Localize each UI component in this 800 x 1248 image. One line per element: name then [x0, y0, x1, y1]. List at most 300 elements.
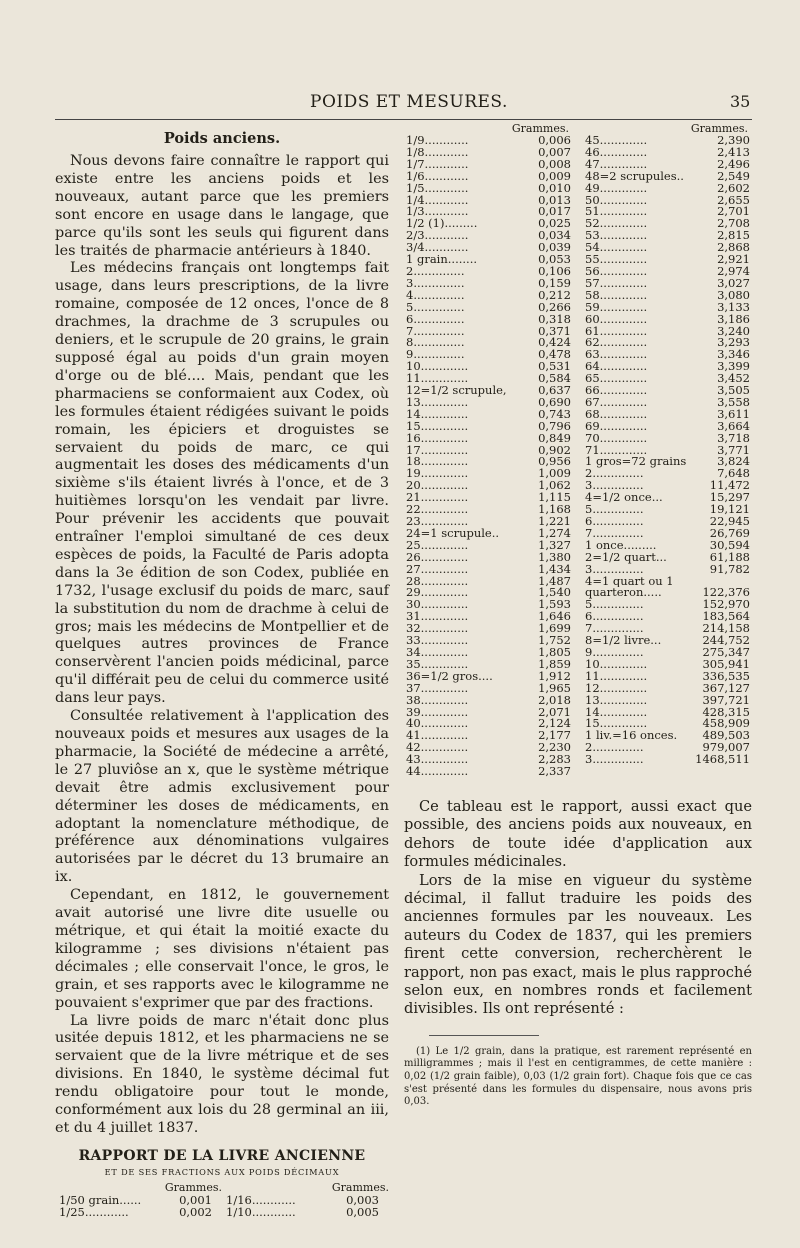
- row-label: 64.............: [585, 361, 648, 374]
- rapport-subtitle: ET DE SES FRACTIONS AUX POIDS DÉCIMAUX: [104, 1166, 340, 1177]
- table-row: [583, 540, 752, 552]
- row-label: 5..............: [585, 504, 644, 516]
- row-label: 28.............: [406, 575, 469, 588]
- row-value: 0,106: [538, 265, 571, 278]
- paragraph: Consultée relativement à l'application des nouveaux poids et mesures aux usages de la pharmacie, la Société de médecine a arrêté, le 27 pluviôse an x, que le système métrique devait être admis exclusivement pour déterminer les doses de médicaments, en adoptant la nomenclature méthodique, de préférence aux dénominations vulgaires autorisées par le décret du 13 brumaire an ix.: [55, 708, 389, 886]
- table-row: [583, 326, 752, 338]
- row-label: 66.............: [585, 385, 648, 397]
- row-label: 40.............: [406, 718, 469, 731]
- row-label: 54.............: [585, 242, 648, 255]
- table-row: [404, 623, 573, 635]
- table-row: [404, 492, 573, 504]
- table-row: [404, 409, 573, 421]
- row-label: 44.............: [406, 766, 469, 778]
- row-value: 397,721: [702, 694, 750, 707]
- table-row: [404, 445, 573, 457]
- rapport-table-left: [55, 1181, 222, 1219]
- row-value: 1,699: [538, 623, 571, 636]
- table-row: [222, 1206, 389, 1219]
- table-row: [583, 242, 752, 254]
- table-row: [404, 742, 573, 754]
- table-row: [583, 183, 752, 195]
- row-label: 6..............: [406, 313, 465, 326]
- row-value: 214,158: [702, 623, 750, 636]
- table-row: [583, 206, 752, 218]
- row-value: 1,859: [538, 658, 571, 671]
- row-label: 15.............: [406, 420, 469, 433]
- row-label: 1 gros=72 grains: [585, 456, 687, 469]
- row-label: 2..............: [406, 265, 465, 278]
- row-label: 26.............: [406, 551, 469, 564]
- row-value: 458,909: [702, 718, 750, 731]
- row-label: 2..............: [585, 468, 644, 481]
- row-label: 24=1 scrupule..: [406, 527, 500, 540]
- row-label: 1 grain........: [406, 254, 478, 266]
- row-label: 34.............: [406, 646, 469, 659]
- table-row: [583, 456, 752, 468]
- row-value: 61,188: [709, 551, 750, 564]
- row-value: 0,010: [538, 182, 571, 195]
- table-row: [404, 635, 573, 647]
- table-row: [583, 659, 752, 671]
- table-row: [404, 349, 573, 361]
- row-label: 18.............: [406, 456, 469, 469]
- row-label: 38.............: [406, 694, 469, 707]
- table-row: [404, 480, 573, 492]
- table-row: [404, 766, 573, 778]
- row-value: 2,496: [717, 158, 750, 171]
- row-value: 979,007: [702, 742, 750, 755]
- row-label: 41.............: [406, 730, 469, 743]
- row-value: 1,593: [538, 599, 571, 612]
- table-row: [404, 385, 573, 397]
- table-row: [583, 695, 752, 707]
- row-value: 2,177: [538, 730, 571, 743]
- row-label: 4=1 quart ou 1: [585, 575, 674, 588]
- row-label: 3/4............: [406, 242, 469, 255]
- row-value: 0,003: [346, 1192, 379, 1207]
- row-label: 32.............: [406, 623, 469, 636]
- grams-table: [404, 122, 752, 778]
- table-row: [583, 564, 752, 576]
- row-label: 7..............: [585, 527, 644, 540]
- row-label: 17.............: [406, 444, 469, 457]
- row-value: 3,186: [717, 313, 750, 326]
- row-label: 33.............: [406, 635, 469, 647]
- table-row: [583, 409, 752, 421]
- row-value: 0,002: [179, 1205, 212, 1220]
- table-row: [583, 707, 752, 719]
- table-row: [583, 314, 752, 326]
- row-value: 11,472: [709, 480, 750, 493]
- row-value: 30,594: [709, 539, 750, 552]
- row-value: 0,039: [538, 242, 571, 255]
- table-row: [404, 730, 573, 742]
- row-value: 0,690: [538, 396, 571, 409]
- rapport-table-right: [222, 1181, 389, 1219]
- row-label: 15.............: [585, 718, 648, 731]
- table-row: [583, 504, 752, 516]
- row-label: 10.............: [406, 361, 469, 374]
- row-label: 5..............: [406, 301, 465, 314]
- table-row: [404, 564, 573, 576]
- row-value: 122,376: [702, 587, 750, 600]
- table-row: [583, 492, 752, 504]
- row-value: 2,283: [538, 754, 571, 767]
- row-value: 3,558: [717, 396, 750, 409]
- section-title: Poids anciens.: [163, 130, 281, 147]
- grams-table-left: [404, 122, 583, 778]
- table-row: [404, 183, 573, 195]
- row-label: 58.............: [585, 289, 648, 302]
- table-row: [583, 302, 752, 314]
- table-row: [583, 349, 752, 361]
- row-value: 3,505: [717, 385, 750, 397]
- row-value: 3,027: [717, 277, 750, 290]
- row-label: 52.............: [585, 218, 648, 231]
- running-title: POIDS ET MESURES.: [310, 92, 508, 112]
- row-value: 305,941: [702, 658, 750, 671]
- row-value: 0,956: [538, 456, 571, 469]
- row-value: 0,017: [538, 206, 571, 219]
- row-label: 1/2 (1).........: [406, 218, 478, 231]
- table-row: [583, 647, 752, 659]
- row-value: 367,127: [702, 682, 750, 695]
- row-label: 4..............: [406, 289, 465, 302]
- table-row: [404, 266, 573, 278]
- row-label: 27.............: [406, 563, 469, 576]
- table-row: [583, 433, 752, 445]
- row-label: 67.............: [585, 396, 648, 409]
- table-row: [404, 242, 573, 254]
- row-value: 152,970: [702, 599, 750, 612]
- row-value: 3,399: [717, 361, 750, 374]
- table-row: [583, 361, 752, 373]
- table-row: [404, 421, 573, 433]
- unit-header: Grammes.: [164, 1180, 222, 1194]
- row-value: 2,337: [538, 766, 571, 778]
- table-row: [583, 528, 752, 540]
- table-row: [583, 730, 752, 742]
- paragraph: Nous devons faire connaître le rapport qui existe entre les anciens poids et les nouveaux, autant parce que les premiers sont encore en usage dans le langage, que parce qu'ils sont les seuls qui figurent dans les traités de pharmacie antérieurs à 1840.: [55, 153, 389, 259]
- row-label: 9..............: [585, 646, 644, 659]
- row-value: 2,230: [538, 742, 571, 755]
- row-value: 1,965: [538, 682, 571, 695]
- row-value: 275,347: [702, 646, 750, 659]
- paragraph: Cependant, en 1812, le gouvernement avait autorisé une livre dite usuelle ou métrique, et qui était la moitié exacte du kilogramme ; ses divisions n'étaient pas décimales ; elle conservait l'once, le gros, le grain, et ses rapports avec le kilogramme ne pouvaient s'exprimer que par des fractions.: [55, 887, 389, 1011]
- row-value: 0,478: [538, 349, 571, 362]
- row-label: 1/3............: [406, 206, 469, 219]
- left-column: [55, 126, 389, 1219]
- row-label: 57.............: [585, 277, 648, 290]
- row-label: 31.............: [406, 611, 469, 624]
- row-value: 2,413: [717, 146, 750, 159]
- row-value: 2,974: [717, 265, 750, 278]
- row-label: 7..............: [585, 623, 644, 636]
- table-row: [404, 456, 573, 468]
- row-label: 13.............: [406, 396, 469, 409]
- row-value: 183,564: [702, 611, 750, 624]
- table-row: [583, 468, 752, 480]
- right-column: [404, 122, 752, 1119]
- table-row: [583, 385, 752, 397]
- table-row: [583, 254, 752, 266]
- row-label: 12.............: [585, 682, 648, 695]
- row-label: 63.............: [585, 349, 648, 362]
- row-value: 2,018: [538, 694, 571, 707]
- footnote-rule: [429, 1035, 539, 1036]
- row-value: 0,743: [538, 408, 571, 421]
- table-row: [404, 290, 573, 302]
- table-row: [404, 659, 573, 671]
- table-row: [583, 742, 752, 754]
- row-label: 30.............: [406, 599, 469, 612]
- row-label: 1/9............: [406, 135, 469, 147]
- row-value: 1468,511: [695, 754, 750, 767]
- row-value: 3,346: [717, 349, 750, 362]
- row-value: 0,053: [538, 254, 571, 266]
- row-value: 3,824: [717, 456, 750, 469]
- row-value: 0,212: [538, 289, 571, 302]
- row-label: 11.............: [406, 373, 469, 386]
- table-row: [583, 445, 752, 457]
- row-value: 0,902: [538, 444, 571, 457]
- row-label: 10.............: [585, 658, 648, 671]
- table-row: [404, 504, 573, 516]
- row-label: 8=1/2 livre...: [585, 635, 662, 647]
- row-value: 1,062: [538, 480, 571, 493]
- table-row: [583, 754, 752, 766]
- row-label: 68.............: [585, 408, 648, 421]
- row-label: 29.............: [406, 587, 469, 600]
- table-row: [404, 397, 573, 409]
- row-value: 1,221: [538, 516, 571, 528]
- row-value: 2,549: [717, 170, 750, 183]
- table-row: [583, 718, 752, 730]
- row-label: 3..............: [406, 277, 465, 290]
- row-label: 8..............: [406, 337, 465, 350]
- row-value: 0,008: [538, 158, 571, 171]
- row-label: quarteron.....: [585, 587, 662, 600]
- row-label: 45.............: [585, 135, 648, 147]
- row-label: 69.............: [585, 420, 648, 433]
- table-row: [404, 754, 573, 766]
- table-row: [404, 147, 573, 159]
- row-label: 1/16............: [226, 1192, 296, 1207]
- row-label: 13.............: [585, 694, 648, 707]
- row-label: 37.............: [406, 682, 469, 695]
- table-row: [404, 135, 573, 147]
- table-row: [404, 361, 573, 373]
- row-value: 2,815: [717, 230, 750, 243]
- row-label: 14.............: [585, 706, 648, 719]
- table-row: [404, 171, 573, 183]
- table-row: [404, 587, 573, 599]
- row-value: 3,080: [717, 289, 750, 302]
- row-label: 20.............: [406, 480, 469, 493]
- row-label: 1/6............: [406, 170, 469, 183]
- table-row: [404, 671, 573, 683]
- row-label: 2/3............: [406, 230, 469, 243]
- row-value: 0,007: [538, 146, 571, 159]
- row-value: 2,602: [717, 182, 750, 195]
- row-value: 0,034: [538, 230, 571, 243]
- row-value: 0,424: [538, 337, 571, 350]
- table-row: [404, 516, 573, 528]
- row-value: 1,327: [538, 539, 571, 552]
- row-label: 6..............: [585, 611, 644, 624]
- row-value: 2,390: [717, 135, 750, 147]
- row-value: 0,849: [538, 432, 571, 445]
- table-row: [583, 337, 752, 349]
- paragraph: La livre poids de marc n'était donc plus usitée depuis 1812, et les pharmaciens ne se servaient que de la livre métrique et de ses divisions. En 1840, le système décimal fut rendu obligatoire pour tout le monde, conformément aux lois du 28 germinal an iii, et du 4 juillet 1837.: [55, 1012, 389, 1136]
- row-label: 3..............: [585, 754, 644, 767]
- unit-header: Grammes.: [690, 122, 748, 135]
- row-label: 36=1/2 gros....: [406, 670, 493, 683]
- row-value: 0,013: [538, 194, 571, 207]
- table-row: [583, 421, 752, 433]
- page-header: [0, 92, 800, 116]
- table-row: [404, 314, 573, 326]
- row-label: 12=1/2 scrupule,: [406, 385, 507, 397]
- row-value: 3,718: [717, 432, 750, 445]
- row-label: 3..............: [585, 563, 644, 576]
- row-value: 3,133: [717, 301, 750, 314]
- table-row: [404, 218, 573, 230]
- row-value: 0,371: [538, 325, 571, 338]
- table-row: [583, 171, 752, 183]
- row-value: 1,115: [538, 492, 571, 505]
- table-row: [583, 195, 752, 207]
- row-value: 0,796: [538, 420, 571, 433]
- row-value: 2,921: [717, 254, 750, 266]
- row-value: 0,584: [538, 373, 571, 386]
- table-row: [583, 373, 752, 385]
- row-value: 0,006: [538, 135, 571, 147]
- row-label: 3..............: [585, 480, 644, 493]
- row-label: 62.............: [585, 337, 648, 350]
- table-row: [583, 635, 752, 647]
- unit-header: Grammes.: [511, 122, 569, 135]
- row-label: 1/4............: [406, 194, 469, 207]
- table-row: [404, 576, 573, 588]
- table-row: [583, 278, 752, 290]
- row-label: 65.............: [585, 373, 648, 386]
- table-row: [583, 290, 752, 302]
- table-row: [583, 480, 752, 492]
- row-label: 22.............: [406, 504, 469, 516]
- footnote: (1) Le 1/2 grain, dans la pratique, est rarement représenté en milligrammes ; mais il l'est en centigrammes, de cette manière : 0,02 (1/2 grain faible), 0,03 (1/2 grain fort). Chaque fois que ce cas s'est présenté dans les formules du dispensaire, nous avons pris 0,03.: [404, 1045, 752, 1108]
- row-label: 42.............: [406, 742, 469, 755]
- row-label: 35.............: [406, 658, 469, 671]
- table-row: [583, 623, 752, 635]
- right-text: [404, 798, 752, 1109]
- row-value: 336,535: [702, 670, 750, 683]
- table-row: [404, 528, 573, 540]
- row-value: 0,159: [538, 277, 571, 290]
- row-value: 1,434: [538, 563, 571, 576]
- table-row: [404, 599, 573, 611]
- row-label: 49.............: [585, 182, 648, 195]
- row-value: 428,315: [702, 706, 750, 719]
- table-row: [404, 195, 573, 207]
- table-row: [404, 230, 573, 242]
- row-value: 3,240: [717, 325, 750, 338]
- table-row: [404, 540, 573, 552]
- row-label: 11.............: [585, 670, 648, 683]
- row-value: 26,769: [709, 527, 750, 540]
- row-label: 5..............: [585, 599, 644, 612]
- row-label: 1 once.........: [585, 539, 657, 552]
- row-value: 1,274: [538, 527, 571, 540]
- row-label: 43.............: [406, 754, 469, 767]
- row-value: 0,318: [538, 313, 571, 326]
- row-label: 2=1/2 quart...: [585, 551, 667, 564]
- row-label: 47.............: [585, 158, 648, 171]
- row-value: 0,637: [538, 385, 571, 397]
- table-row: [583, 611, 752, 623]
- paragraph: Les médecins français ont longtemps fait usage, dans leurs prescriptions, de la livre romaine, composée de 12 onces, l'once de 8 drachmes, la drachme de 3 scrupules ou deniers, et le scrupule de 20 grains, le grain supposé égal au poids d'un grain moyen d'orge ou de blé.... Mais, pendant que les pharmaciens se conformaient aux Codex, où les formules étaient rédigées suivant le poids romain, les épiciers et droguistes se servaient du poids de marc, ce qui augmentait les doses des médicaments d'un sixième s'ils étaient livrés à l'once, et de 3 huitièmes lorsqu'on les vendait par livre. Pour prévenir les accidents que pouvait entraîner l'emploi simultané de ces deux espèces de poids, la Faculté de Paris adopta dans la 3e édition de son Codex, publiée en 1732, l'usage exclusif du poids de marc, sauf la substitution du nom de drachme à celui de gros; mais les médecins de Montpellier et de quelques autres provinces de France conservèrent l'ancien poids médicinal, parce qu'il différait peu de celui du commerce usité dans leur pays.: [55, 260, 389, 707]
- row-value: 1,912: [538, 670, 571, 683]
- table-row: [583, 159, 752, 171]
- row-value: 19,121: [709, 504, 750, 516]
- row-label: 51.............: [585, 206, 648, 219]
- row-value: 0,001: [179, 1192, 212, 1207]
- row-label: 1/25............: [59, 1205, 129, 1220]
- table-row: [404, 159, 573, 171]
- table-row: [583, 599, 752, 611]
- row-value: 244,752: [702, 635, 750, 647]
- table-row: [404, 552, 573, 564]
- row-value: 1,646: [538, 611, 571, 624]
- row-value: 0,005: [346, 1205, 379, 1220]
- rapport-title: RAPPORT DE LA LIVRE ANCIENNE: [78, 1147, 366, 1164]
- unit-header: Grammes.: [331, 1180, 389, 1194]
- row-value: 1,168: [538, 504, 571, 516]
- table-row: [583, 266, 752, 278]
- row-value: 2,868: [717, 242, 750, 255]
- row-label: 61.............: [585, 325, 648, 338]
- table-row: [404, 337, 573, 349]
- header-rule: [55, 119, 752, 120]
- row-label: 46.............: [585, 146, 648, 159]
- page-number: 35: [730, 92, 751, 111]
- row-value: 15,297: [709, 492, 750, 505]
- row-value: 3,452: [717, 373, 750, 386]
- row-label: 71.............: [585, 444, 648, 457]
- row-label: 1/5............: [406, 182, 469, 195]
- row-label: 48=2 scrupules..: [585, 170, 684, 183]
- table-row: [404, 373, 573, 385]
- row-label: 6..............: [585, 516, 644, 528]
- table-row: [404, 278, 573, 290]
- row-value: 2,655: [717, 194, 750, 207]
- table-row: [583, 218, 752, 230]
- table-row: [583, 587, 752, 599]
- row-value: 2,708: [717, 218, 750, 231]
- row-value: 1,752: [538, 635, 571, 647]
- table-row: [404, 718, 573, 730]
- row-value: 1,805: [538, 646, 571, 659]
- row-label: 16.............: [406, 432, 469, 445]
- row-value: 3,771: [717, 444, 750, 457]
- row-label: 55.............: [585, 254, 648, 266]
- row-label: 1/50 grain......: [59, 1192, 142, 1207]
- row-value: 22,945: [709, 516, 750, 528]
- row-value: 0,266: [538, 301, 571, 314]
- row-label: 7..............: [406, 325, 465, 338]
- table-row: [583, 683, 752, 695]
